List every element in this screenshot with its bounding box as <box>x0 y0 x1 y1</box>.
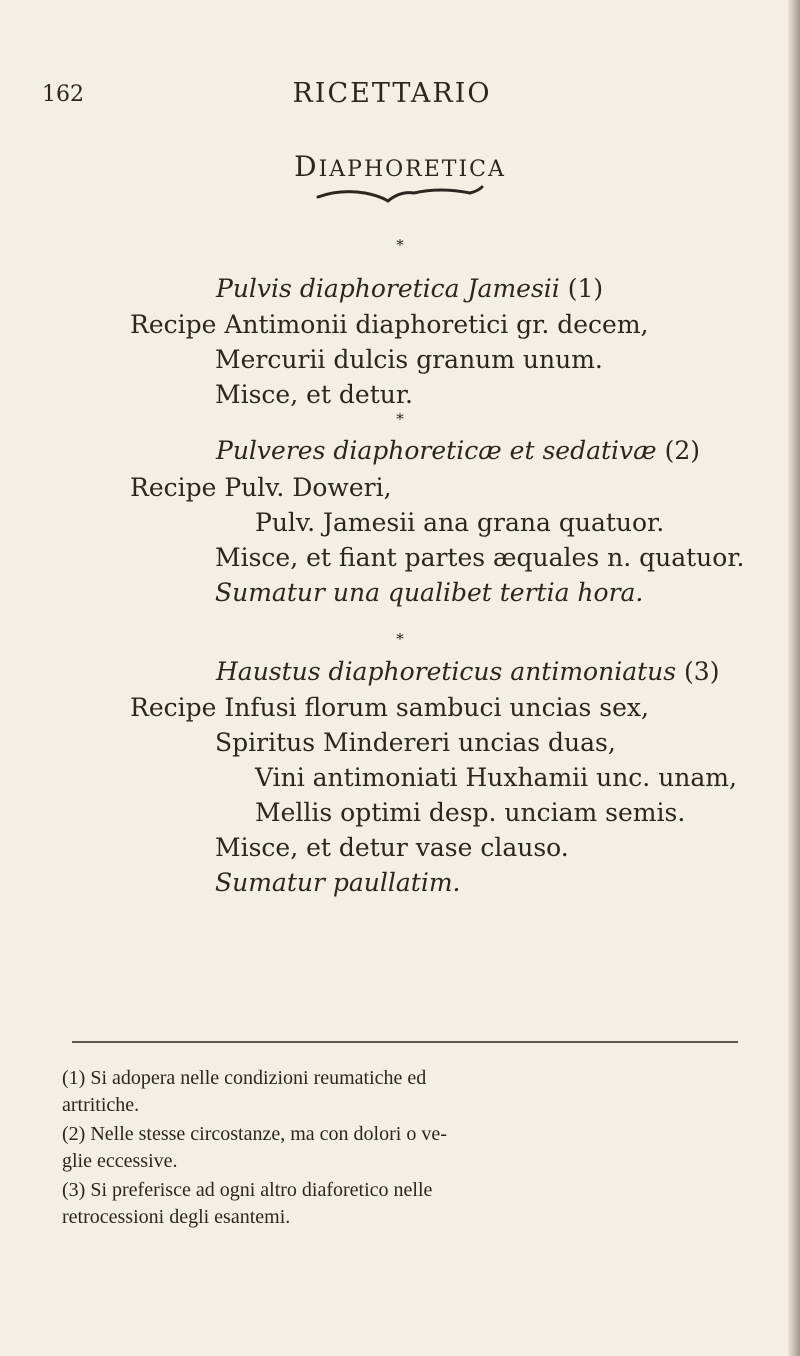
footnote-3: (3) Si preferisce ad ogni altro diaforetico nelle <box>62 1179 433 1201</box>
recipe-1-note-ref: (1) <box>567 274 604 303</box>
section-title-rest: IAPHORETICA <box>318 157 506 182</box>
footnote-3-cont: retrocessioni degli esantemi. <box>62 1206 291 1228</box>
recipe-1-title <box>216 274 603 304</box>
recipe-3-line-2: Spiritus Mindereri uncias duas, <box>215 728 616 757</box>
recipe-1-line-2: Mercurii dulcis granum unum. <box>215 345 603 374</box>
footnote-2: (2) Nelle stesse circostanze, ma con dolori o ve- <box>62 1123 447 1145</box>
page-header <box>42 78 742 118</box>
star-separator-1: * <box>396 236 404 254</box>
recipe-1-line-1: Recipe Antimonii diaphoretici gr. decem, <box>130 310 649 339</box>
recipe-3-closing: Sumatur paullatim. <box>215 868 461 897</box>
footnote-1-cont: artritiche. <box>62 1094 140 1116</box>
recipe-3-line-4: Mellis optimi desp. unciam semis. <box>255 798 686 827</box>
running-title: RICETTARIO <box>292 78 492 109</box>
page-number: 162 <box>42 82 84 107</box>
footnote-divider <box>70 1038 740 1046</box>
star-separator-3: * <box>396 630 404 648</box>
recipe-3-title-text: Haustus diaphoreticus antimoniatus <box>216 657 677 686</box>
ornament-flourish-icon <box>310 183 490 209</box>
footnote-1: (1) Si adopera nelle condizioni reumatiche ed <box>62 1067 427 1089</box>
recipe-3-note-ref: (3) <box>684 657 720 686</box>
recipe-2-title <box>216 436 700 466</box>
recipe-1-line-3: Misce, et detur. <box>215 380 413 409</box>
section-title-initial: D <box>294 150 319 183</box>
recipe-2-line-3: Misce, et fiant partes æquales n. quatuor. <box>215 543 745 572</box>
section-title <box>0 150 800 183</box>
recipe-2-line-1: Recipe Pulv. Doweri, <box>130 473 392 502</box>
recipe-2-title-text: Pulveres diaphoreticæ et sedativæ <box>216 436 657 465</box>
recipe-3-line-1: Recipe Infusi florum sambuci uncias sex, <box>130 693 649 722</box>
recipe-1-title-text: Pulvis diaphoretica Jamesii <box>216 274 560 303</box>
recipe-2-note-ref: (2) <box>664 436 701 465</box>
recipe-2-closing: Sumatur una qualibet tertia hora. <box>215 578 644 607</box>
recipe-2-line-2: Pulv. Jamesii ana grana quatuor. <box>255 508 665 537</box>
page-edge <box>788 0 800 1356</box>
recipe-3-line-5: Misce, et detur vase clauso. <box>215 833 569 862</box>
star-separator-2: * <box>396 410 404 428</box>
footnote-2-cont: glie eccessive. <box>62 1150 178 1172</box>
recipe-3-line-3: Vini antimoniati Huxhamii unc. unam, <box>255 763 737 792</box>
recipe-3-title <box>216 657 719 687</box>
